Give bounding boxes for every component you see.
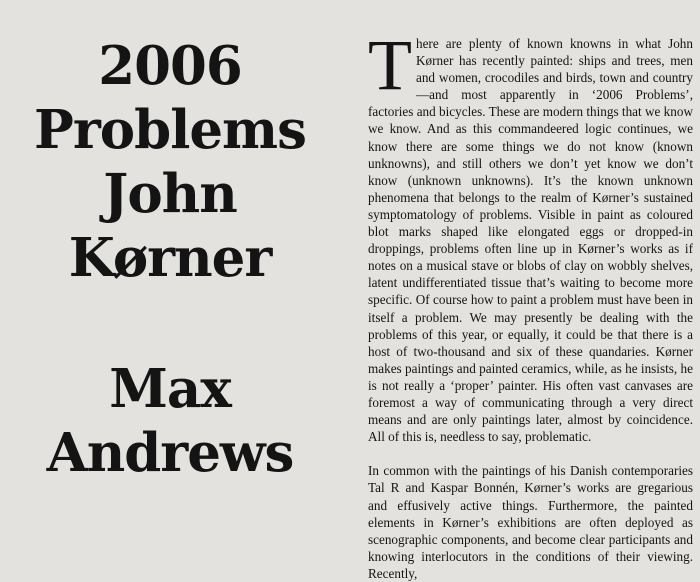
title-line-last-name: Kørner — [68, 227, 272, 289]
author-first-name: Max — [109, 358, 231, 420]
author-heading — [0, 357, 340, 485]
drop-cap: T — [368, 25, 412, 105]
paragraph-1 — [368, 25, 693, 445]
paragraph-2: In common with the paintings of his Danish contemporaries Tal R and Kaspar Bonnén, Kørner’s works are gregarious and effusively active things. Furthermore, the painted elements in Kørner’s exhibitions are often deployed as scenographic components, and become clear participants and knowing interlocutors in the conditions of their viewing. Recently, — [368, 463, 693, 581]
title-line-year: 2006 — [98, 35, 242, 97]
title-heading — [0, 34, 340, 290]
author-last-name: Andrews — [46, 422, 294, 484]
article-body — [368, 25, 693, 582]
title-line-first-name: John — [103, 163, 237, 225]
title-line-problems: Problems — [34, 99, 306, 161]
title-page — [0, 0, 340, 521]
paragraph-1-text: here are plenty of known knowns in what John Kørner has recently painted: ships and trees, men and women, crocodiles and birds, town and country—and most apparently in ‘2006 Problems’, factories and bicycles. These are modern things that we know we know. And as this commandeered logic continues, we know there are some things we do not know (known unknowns), and still others we don’t yet know we don’t know (unknown unknowns). It’s the known unknown phenomena that belongs to the realm of Kørner’s sustained symptomatology of problems. Visible in paint as coloured blot marks shaped like elongated eggs or dropped-in droppings, problems often line up in Kørner’s works as if notes on a musical stave or blobs of clay on wobbly shelves, latent undifferentiated tissue that’s waiting to become more specific. Of course how to paint a problem must have been in itself a problem. We may presently be dealing with the problems of this year, or equally, it could be that there is a host of two-thousand and six of these quandaries. Kørner makes paintings and painted ceramics, while, as he insists, he is not really a ‘proper’ painter. His often vast canvases are foremost a way of communicating through a very direct means and are only paintings later, almost by coincidence. All of this is, needless to say, problematic. — [368, 36, 693, 445]
